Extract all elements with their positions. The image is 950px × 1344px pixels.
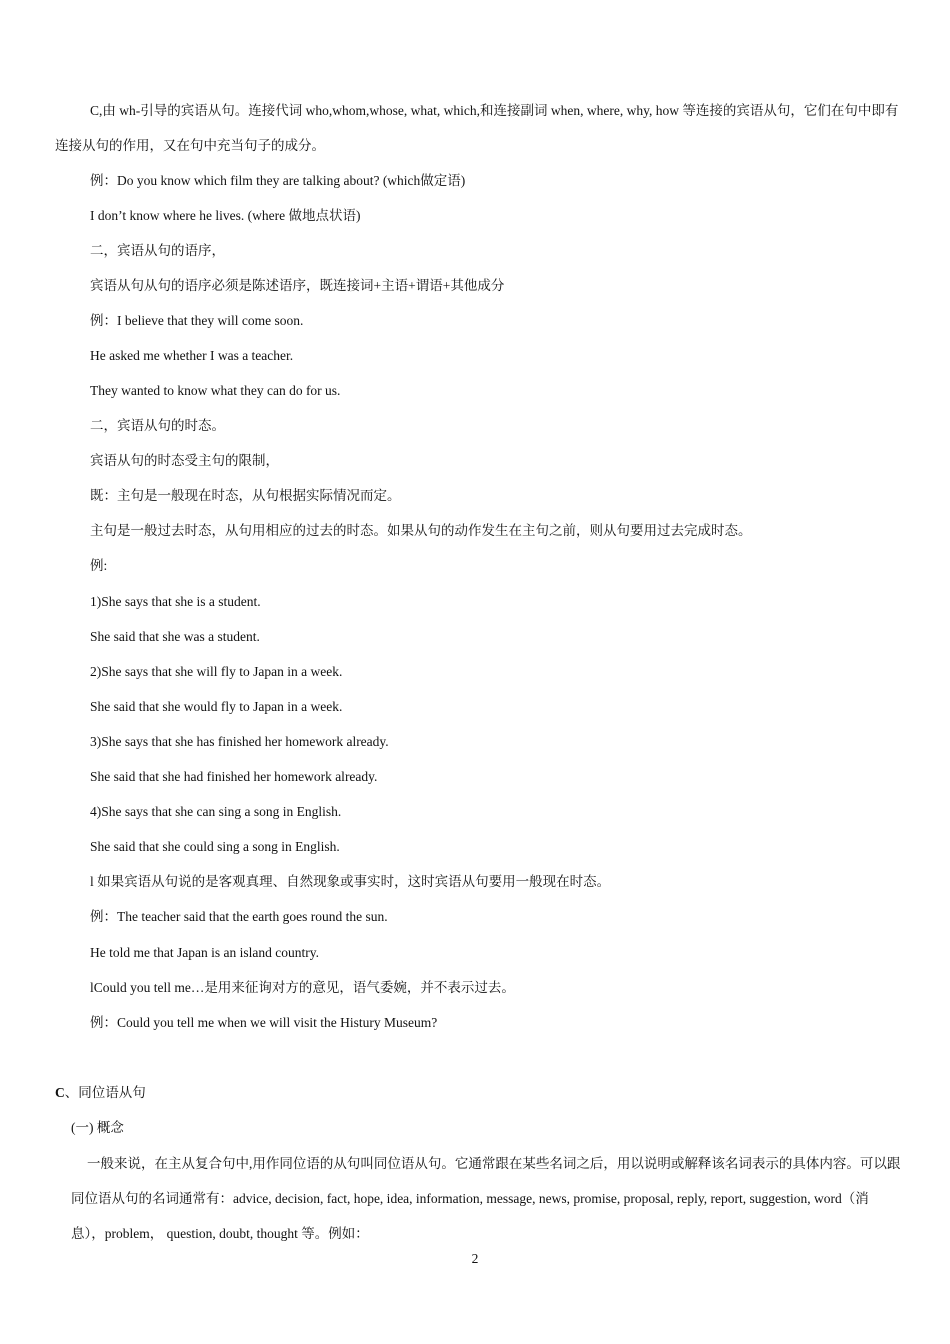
example-line: She said that she had finished her homework already. [90,769,378,784]
example-line: I don’t know where he lives. (where 做地点状语) [90,208,361,223]
rule-text: l 如果宾语从句说的是客观真理、自然现象或事实时，这时宾语从句要用一般现在时态。 [90,874,611,889]
page-number: 2 [471,1251,479,1266]
example-line: They wanted to know what they can do for us. [90,383,341,398]
example-line: 2)She says that she will fly to Japan in a week. [90,664,343,679]
example-line: She said that she would fly to Japan in a week. [90,699,343,714]
paragraph-appositive: 一般来说，在主从复合句中,用作同位语的从句叫同位语从句。它通常跟在某些名词之后，用以说明或解释该名词表示的具体内容。可以跟同位语从句的名词通常有：advice, decision, fact, hope, idea, information, message, news, promise, proposal, reply, report, suggestion, word（消息），problem， question, doubt, thought 等。例如： [71,1156,901,1241]
example-line: He asked me whether I was a teacher. [90,348,294,363]
subsection-heading: (一) 概念 [71,1120,124,1135]
example-line: 3)She says that she has finished her homework already. [90,734,389,749]
section-c-title: 、同位语从句 [64,1085,146,1100]
section-heading: 二，宾语从句的语序， [90,243,225,258]
section-c-heading [55,1084,146,1102]
section-heading: 二，宾语从句的时态。 [90,418,225,433]
paragraph-wh-clause: C,由 wh-引导的宾语从句。连接代词 who,whom,whose, what, which,和连接副词 when, where, why, how 等连接的宾语从句，它们在句中即有连接从句的作用，又在句中充当句子的成分。 [55,103,899,153]
rule-text: 主句是一般过去时态，从句用相应的过去的时态。如果从句的动作发生在主句之前，则从句要用过去完成时态。 [90,523,752,538]
rule-text: 宾语从句的时态受主句的限制， [90,453,279,468]
example-line: 例：I believe that they will come soon. [90,313,304,328]
example-line: He told me that Japan is an island country. [90,945,319,960]
example-line: 例：Could you tell me when we will visit the Histury Museum? [90,1015,438,1030]
rule-text: lCould you tell me…是用来征询对方的意见，语气委婉，并不表示过去。 [90,980,515,995]
example-line: She said that she was a student. [90,629,260,644]
example-line: 4)She says that she can sing a song in English. [90,804,342,819]
example-line: 例：Do you know which film they are talking about? (which做定语) [90,173,466,188]
section-c-letter: C [55,1085,65,1100]
example-line: 1)She says that she is a student. [90,594,261,609]
rule-text: 宾语从句从句的语序必须是陈述语序，既连接词+主语+谓语+其他成分 [90,278,505,293]
example-line: 例：The teacher said that the earth goes round the sun. [90,909,388,924]
example-line: She said that she could sing a song in English. [90,839,340,854]
example-label: 例: [90,558,108,573]
rule-text: 既：主句是一般现在时态，从句根据实际情况而定。 [90,488,401,503]
